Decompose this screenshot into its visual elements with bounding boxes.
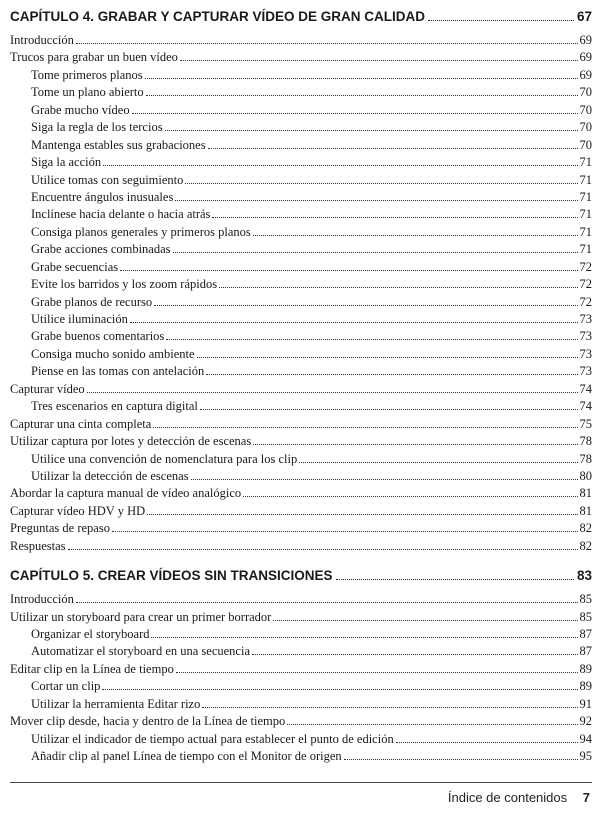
entry-title: Tome primeros planos: [31, 67, 143, 82]
dot-leader: [336, 579, 574, 580]
entry-page: 81: [579, 486, 592, 501]
dot-leader: [76, 43, 578, 44]
dot-leader: [147, 514, 577, 515]
entry-title: Grabe acciones combinadas: [31, 242, 171, 257]
footer-label: Índice de contenidos: [447, 790, 568, 805]
entry-title: Grabe buenos comentarios: [31, 329, 165, 344]
dot-leader: [299, 462, 577, 463]
dot-leader: [200, 409, 578, 410]
chapter-page: 83: [576, 568, 592, 584]
chapter-heading: [10, 6, 592, 28]
toc-entry: [10, 538, 592, 555]
toc-entry: [10, 311, 592, 328]
entry-page: 71: [579, 224, 592, 239]
entry-title: Utilizar la herramienta Editar rizo: [31, 696, 201, 711]
toc-entry: [10, 643, 592, 660]
entry-page: 70: [579, 137, 592, 152]
entry-page: 85: [579, 609, 592, 624]
entry-title: Siga la regla de los tercios: [31, 120, 163, 135]
entry-page: 82: [579, 521, 592, 536]
entry-page: 78: [579, 451, 592, 466]
toc-entry: [10, 276, 592, 293]
entry-page: 74: [579, 399, 592, 414]
toc-entry: [10, 609, 592, 626]
dot-leader: [212, 217, 577, 218]
entry-title: Cortar un clip: [31, 679, 101, 694]
entry-title: Inclínese hacia delante o hacia atrás: [31, 207, 211, 222]
toc-entry: [10, 49, 592, 66]
entry-page: 85: [579, 592, 592, 607]
dot-leader: [165, 130, 578, 131]
entry-page: 71: [579, 189, 592, 204]
entry-title: Editar clip en la Línea de tiempo: [10, 661, 174, 676]
toc-entry: [10, 241, 592, 258]
dot-leader: [154, 305, 577, 306]
entry-title: Utilizar captura por lotes y detección de escenas: [10, 434, 252, 449]
entry-title: Tome un plano abierto: [31, 85, 144, 100]
toc-entry: [10, 206, 592, 223]
dot-leader: [120, 270, 577, 271]
toc-entry: [10, 696, 592, 713]
entry-page: 72: [579, 294, 592, 309]
entry-page: 82: [579, 538, 592, 553]
dot-leader: [253, 235, 578, 236]
toc-entry: [10, 259, 592, 276]
toc-entry: [10, 433, 592, 450]
entry-page: 91: [579, 696, 592, 711]
entry-page: 71: [579, 242, 592, 257]
dot-leader: [428, 20, 574, 21]
entry-page: 73: [579, 346, 592, 361]
toc-entry: [10, 67, 592, 84]
entry-title: Mantenga estables sus grabaciones: [31, 137, 206, 152]
entry-page: 89: [579, 661, 592, 676]
entry-title: Grabe planos de recurso: [31, 294, 153, 309]
dot-leader: [103, 165, 577, 166]
entry-title: Grabe mucho vídeo: [31, 102, 130, 117]
dot-leader: [151, 637, 577, 638]
toc-entry: [10, 328, 592, 345]
toc-entry: [10, 713, 592, 730]
chapter-heading: [10, 565, 592, 587]
dot-leader: [202, 707, 577, 708]
entry-title: Capturar vídeo: [10, 381, 85, 396]
entry-page: 73: [579, 312, 592, 326]
entry-page: 72: [579, 259, 592, 274]
entry-page: 71: [579, 155, 592, 170]
entry-title: Introducción: [10, 592, 74, 607]
dot-leader: [191, 479, 578, 480]
toc-entry: [10, 626, 592, 643]
entry-title: Introducción: [10, 33, 74, 47]
entry-page: 87: [579, 627, 592, 641]
toc-entry: [10, 661, 592, 678]
entry-page: 72: [579, 277, 592, 292]
dot-leader: [175, 200, 577, 201]
dot-leader: [253, 444, 577, 445]
dot-leader: [68, 549, 578, 550]
entry-page: 70: [579, 120, 592, 135]
page-footer: [448, 790, 590, 805]
entry-page: 73: [579, 329, 592, 344]
toc-entry: [10, 172, 592, 189]
chapter-entry-list: [10, 591, 592, 765]
entry-title: Siga la acción: [31, 155, 102, 170]
dot-leader: [252, 654, 577, 655]
toc-entry: [10, 485, 592, 502]
entry-title: Evite los barridos y los zoom rápidos: [31, 277, 218, 292]
toc-entry: [10, 84, 592, 101]
entry-title: Utilizar un storyboard para crear un primer borrador: [10, 609, 272, 624]
chapter-title: CAPÍTULO 5. CREAR VÍDEOS SIN TRANSICIONES: [10, 568, 333, 584]
dot-leader: [112, 531, 578, 532]
toc-entry: [10, 398, 592, 415]
toc-entry: [10, 731, 592, 748]
entry-title: Capturar una cinta completa: [10, 416, 152, 431]
footer-divider: [10, 782, 592, 783]
entry-page: 94: [579, 731, 592, 746]
entry-page: 69: [579, 33, 592, 47]
dot-leader: [180, 60, 578, 61]
entry-title: Añadir clip al panel Línea de tiempo con el Monitor de origen: [31, 749, 342, 764]
entry-page: 74: [579, 381, 592, 396]
entry-title: Grabe secuencias: [31, 259, 119, 274]
dot-leader: [132, 113, 578, 114]
dot-leader: [102, 689, 577, 690]
entry-page: 70: [579, 102, 592, 117]
dot-leader: [176, 672, 578, 673]
toc-entry: [10, 503, 592, 520]
toc-entry: [10, 119, 592, 136]
entry-title: Tres escenarios en captura digital: [31, 399, 198, 414]
dot-leader: [146, 95, 578, 96]
chapter-page: 67: [576, 9, 592, 24]
entry-page: 75: [579, 416, 592, 431]
toc-entry: [10, 381, 592, 398]
dot-leader: [166, 339, 577, 340]
dot-leader: [396, 742, 578, 743]
entry-title: Consiga mucho sonido ambiente: [31, 346, 195, 361]
entry-title: Automatizar el storyboard en una secuencia: [31, 644, 251, 659]
dot-leader: [87, 392, 578, 393]
entry-title: Organizar el storyboard: [31, 627, 150, 641]
toc-entry: [10, 363, 592, 380]
dot-leader: [153, 427, 577, 428]
dot-leader: [130, 322, 578, 323]
toc-entry: [10, 32, 592, 49]
entry-title: Piense en las tomas con antelación: [31, 364, 205, 379]
toc-entry: [10, 451, 592, 468]
entry-title: Utilizar el indicador de tiempo actual para establecer el punto de edición: [31, 731, 394, 746]
entry-page: 69: [579, 67, 592, 82]
entry-page: 78: [579, 434, 592, 449]
dot-leader: [208, 148, 578, 149]
dot-leader: [197, 357, 578, 358]
dot-leader: [344, 759, 578, 760]
entry-title: Preguntas de repaso: [10, 521, 110, 536]
entry-title: Trucos para grabar un buen vídeo: [10, 50, 178, 65]
dot-leader: [219, 287, 577, 288]
entry-page: 89: [579, 679, 592, 694]
toc-entry: [10, 102, 592, 119]
entry-page: 81: [579, 503, 592, 518]
entry-page: 95: [579, 749, 592, 764]
toc-entry: [10, 137, 592, 154]
dot-leader: [185, 183, 577, 184]
entry-page: 69: [579, 50, 592, 65]
entry-page: 70: [579, 85, 592, 100]
toc-entry: [10, 591, 592, 608]
toc-entry: [10, 416, 592, 433]
toc-entry: [10, 748, 592, 765]
toc-entry: [10, 678, 592, 695]
entry-page: 87: [579, 644, 592, 659]
chapter-title: CAPÍTULO 4. GRABAR Y CAPTURAR VÍDEO DE GRAN CALIDAD: [10, 9, 426, 24]
entry-page: 71: [579, 207, 592, 222]
toc-entry: [10, 468, 592, 485]
entry-title: Consiga planos generales y primeros planos: [31, 224, 251, 239]
entry-title: Mover clip desde, hacia y dentro de la Línea de tiempo: [10, 714, 286, 729]
toc-entry: [10, 154, 592, 171]
entry-title: Respuestas: [10, 538, 66, 553]
entry-title: Capturar vídeo HDV y HD: [10, 503, 146, 518]
entry-page: 92: [579, 714, 592, 729]
entry-title: Utilice una convención de nomenclatura para los clip: [31, 451, 298, 466]
table-of-contents: [10, 6, 592, 766]
entry-page: 71: [579, 172, 592, 187]
toc-entry: [10, 224, 592, 241]
entry-title: Utilice tomas con seguimiento: [31, 172, 184, 187]
dot-leader: [76, 602, 578, 603]
dot-leader: [145, 78, 578, 79]
dot-leader: [243, 496, 577, 497]
entry-page: 73: [579, 364, 592, 379]
entry-title: Utilizar la detección de escenas: [31, 468, 189, 483]
entry-title: Utilice iluminación: [31, 312, 128, 326]
dot-leader: [206, 374, 577, 375]
toc-entry: [10, 346, 592, 363]
entry-title: Abordar la captura manual de vídeo analógico: [10, 486, 242, 501]
toc-entry: [10, 189, 592, 206]
entry-title: Encuentre ángulos inusuales: [31, 189, 174, 204]
dot-leader: [273, 620, 577, 621]
toc-entry: [10, 520, 592, 537]
chapter-entry-list: [10, 32, 592, 555]
dot-leader: [287, 724, 577, 725]
toc-entry: [10, 294, 592, 311]
entry-page: 80: [579, 468, 592, 483]
dot-leader: [173, 252, 578, 253]
page-number: 7: [582, 790, 590, 805]
